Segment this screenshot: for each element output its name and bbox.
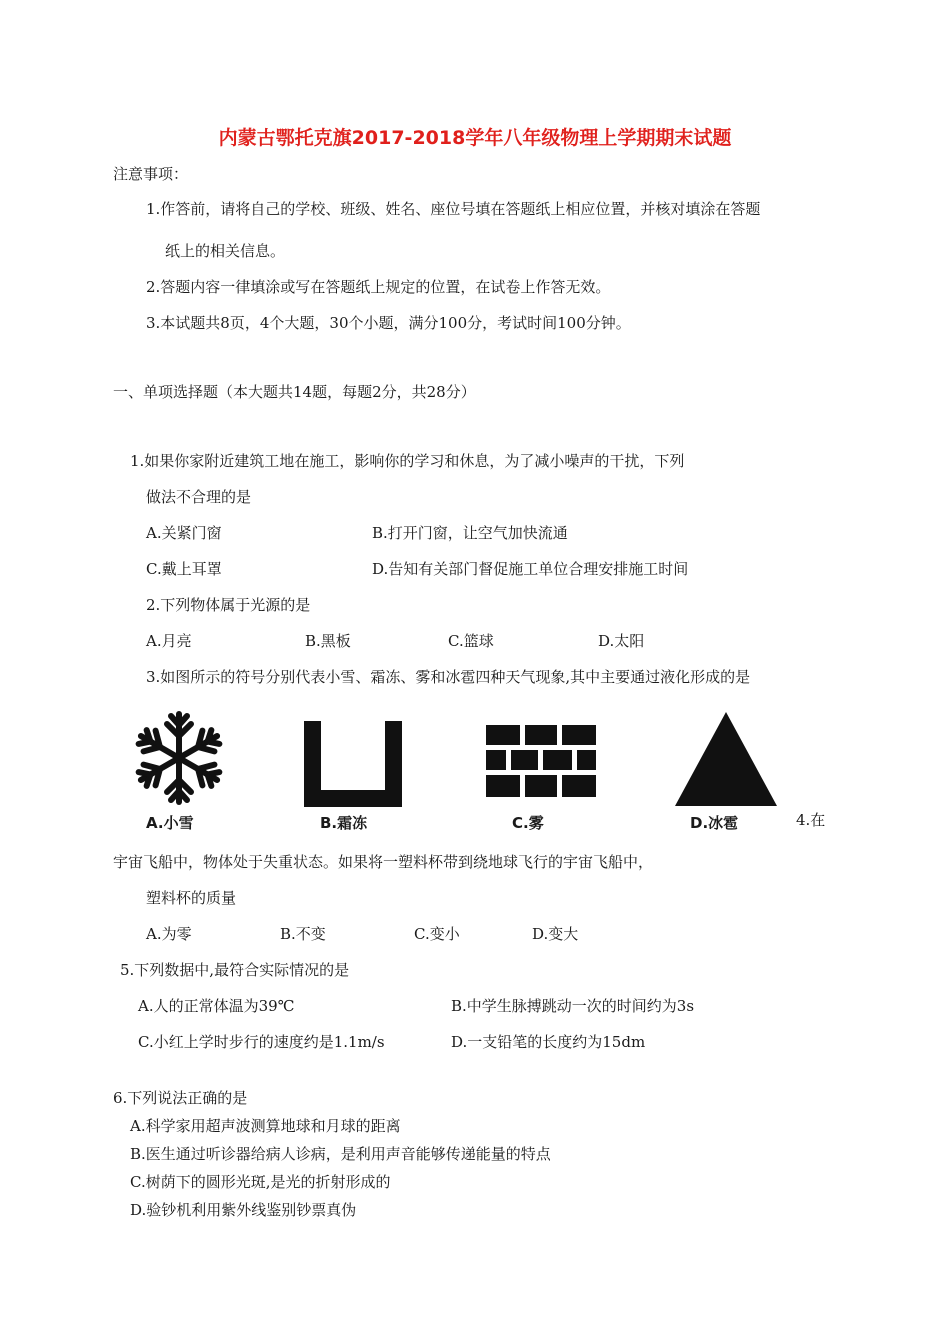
question-5-option-b: B.中学生脉搏跳动一次的时间约为3s [451, 997, 695, 1015]
notice-item-1: 1.作答前，请将自己的学校、班级、姓名、座位号填在答题纸上相应位置，并核对填涂在答题 [146, 200, 761, 218]
question-5-option-a: A.人的正常体温为39℃ [138, 997, 295, 1015]
question-2-option-a: A.月亮 [146, 632, 192, 650]
question-5-option-d: D.一支铅笔的长度约为15dm [451, 1033, 646, 1051]
page-title: 内蒙古鄂托克旗2017-2018学年八年级物理上学期期末试题 [218, 127, 732, 149]
question-2-stem: 2.下列物体属于光源的是 [146, 596, 311, 614]
question-1-option-b: B.打开门窗，让空气加快流通 [372, 524, 568, 542]
question-2-option-b: B.黑板 [305, 632, 351, 650]
notice-item-1-cont: 纸上的相关信息。 [165, 242, 286, 260]
snowflake-icon [134, 710, 224, 806]
question-4-option-a: A.为零 [146, 925, 192, 943]
question-5-option-c: C.小红上学时步行的速度约是1.1m/s [138, 1033, 385, 1051]
question-1-option-a: A.关紧门窗 [146, 524, 222, 542]
figure-label-d: D.冰雹 [690, 814, 739, 832]
section-heading: 一、单项选择题（本大题共14题，每题2分，共28分） [113, 383, 476, 401]
question-1-option-c: C.戴上耳罩 [146, 560, 222, 578]
question-4-option-c: C.变小 [414, 925, 460, 943]
question-4-option-b: B.不变 [280, 925, 326, 943]
question-4-stem: 宇宙飞船中，物体处于失重状态。如果将一塑料杯带到绕地球飞行的宇宙飞船中， [113, 853, 654, 871]
question-2-option-c: C.篮球 [448, 632, 494, 650]
question-4-stem-cont: 塑料杯的质量 [146, 889, 237, 907]
question-5-stem: 5.下列数据中,最符合实际情况的是 [120, 961, 350, 979]
question-1-option-d: D.告知有关部门督促施工单位合理安排施工时间 [372, 560, 689, 578]
question-6-option-c: C.树荫下的圆形光斑,是光的折射形成的 [130, 1173, 391, 1191]
question-6-option-d: D.验钞机利用紫外线鉴别钞票真伪 [130, 1201, 357, 1219]
question-4-option-d: D.变大 [532, 925, 579, 943]
question-1-stem: 1.如果你家附近建筑工地在施工，影响你的学习和休息，为了减小噪声的干扰，下列 [130, 452, 685, 470]
question-6-stem: 6.下列说法正确的是 [113, 1089, 248, 1107]
question-4-start: 4.在 [796, 811, 826, 829]
fog-icon [486, 725, 596, 797]
question-1-stem-cont: 做法不合理的是 [146, 488, 252, 506]
question-2-option-d: D.太阳 [598, 632, 645, 650]
question-3-stem: 3.如图所示的符号分别代表小雪、霜冻、雾和冰雹四种天气现象,其中主要通过液化形成的是 [146, 668, 751, 686]
notice-heading: 注意事项： [113, 165, 189, 183]
question-6-option-b: B.医生通过听诊器给病人诊病，是利用声音能够传递能量的特点 [130, 1145, 551, 1163]
hail-icon [675, 712, 777, 806]
notice-item-3: 3.本试题共8页，4个大题，30个小题，满分100分，考试时间100分钟。 [146, 314, 631, 332]
frost-icon [304, 721, 402, 807]
figure-label-c: C.雾 [512, 814, 544, 832]
notice-item-2: 2.答题内容一律填涂或写在答题纸上规定的位置，在试卷上作答无效。 [146, 278, 611, 296]
question-6-option-a: A.科学家用超声波测算地球和月球的距离 [130, 1117, 401, 1135]
figure-label-b: B.霜冻 [320, 814, 368, 832]
figure-label-a: A.小雪 [146, 814, 194, 832]
